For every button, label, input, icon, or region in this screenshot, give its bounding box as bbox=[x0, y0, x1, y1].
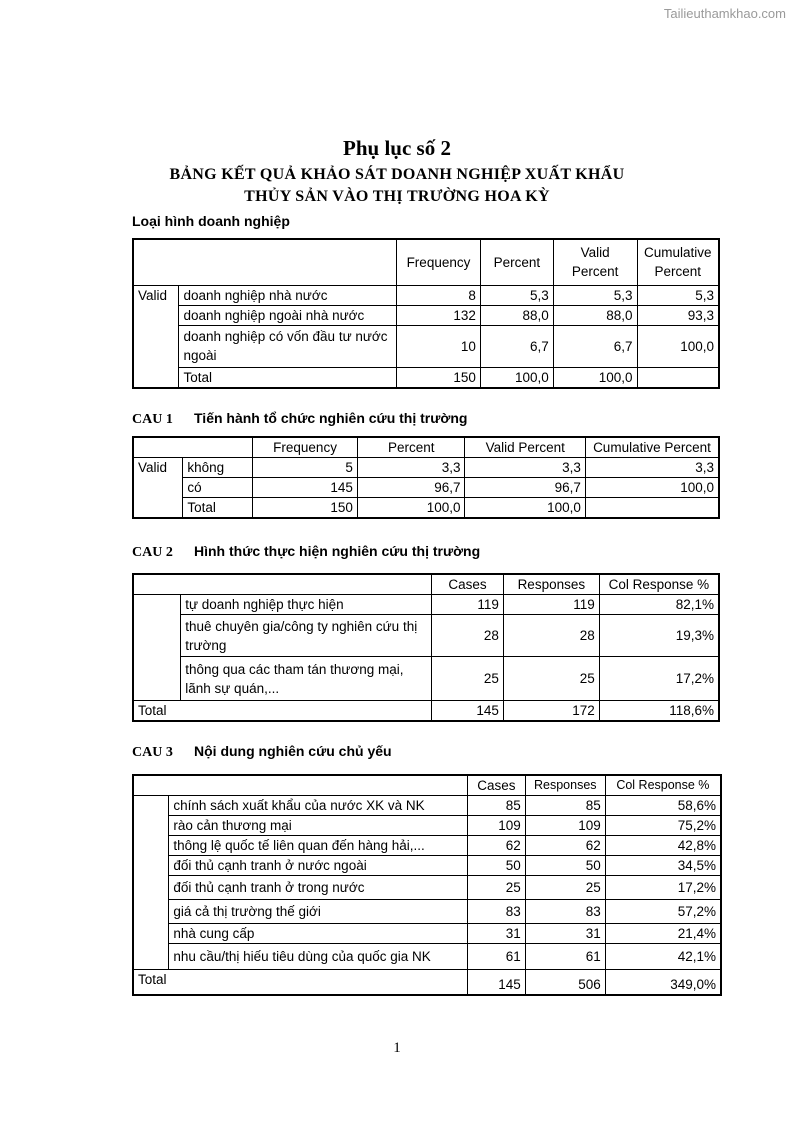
table-row bbox=[133, 325, 719, 367]
cell-cumulative-percent bbox=[637, 367, 719, 388]
cell-valid-percent: 88,0 bbox=[553, 305, 637, 325]
cell-valid-percent: 3,3 bbox=[465, 458, 585, 478]
cell-responses: 25 bbox=[503, 657, 599, 701]
cell-frequency: 150 bbox=[253, 498, 358, 519]
cell-cumulative-percent: 100,0 bbox=[585, 478, 719, 498]
table-row bbox=[133, 305, 719, 325]
table-row bbox=[133, 458, 719, 478]
cell-cases: 50 bbox=[467, 856, 525, 876]
table-row-total bbox=[133, 701, 719, 722]
row-label: doanh nghiệp nhà nước bbox=[179, 285, 397, 305]
cell-responses: 83 bbox=[525, 900, 605, 924]
cell-percent: 6,7 bbox=[480, 325, 553, 367]
cell-col-response: 42,8% bbox=[605, 836, 721, 856]
cell-valid-percent: 100,0 bbox=[553, 367, 637, 388]
cell-frequency: 5 bbox=[253, 458, 358, 478]
column-header: Percent bbox=[357, 437, 465, 458]
table-row bbox=[133, 615, 719, 657]
cell-cases: 109 bbox=[467, 816, 525, 836]
cell-percent: 100,0 bbox=[357, 498, 465, 519]
row-label: nhà cung cấp bbox=[169, 924, 468, 944]
cell-col-response: 118,6% bbox=[599, 701, 719, 722]
cell-percent: 88,0 bbox=[480, 305, 553, 325]
header-blank bbox=[133, 239, 397, 285]
table-row bbox=[133, 836, 721, 856]
cell-cases: 83 bbox=[467, 900, 525, 924]
table-row bbox=[133, 944, 721, 970]
row-label: có bbox=[183, 478, 253, 498]
table-row bbox=[133, 816, 721, 836]
cell-col-response: 17,2% bbox=[599, 657, 719, 701]
column-header: Cumulative Percent bbox=[637, 239, 719, 285]
cell-col-response: 17,2% bbox=[605, 876, 721, 900]
cell-responses: 61 bbox=[525, 944, 605, 970]
cell-valid-percent: 100,0 bbox=[465, 498, 585, 519]
question-title: Nội dung nghiên cứu chủ yếu bbox=[194, 743, 392, 759]
cell-cases: 145 bbox=[467, 970, 525, 995]
cell-cases: 25 bbox=[467, 876, 525, 900]
table-row bbox=[133, 595, 719, 615]
cell-percent: 3,3 bbox=[357, 458, 465, 478]
cau-2-table bbox=[132, 573, 720, 722]
row-label: rào cản thương mại bbox=[169, 816, 468, 836]
cell-col-response: 21,4% bbox=[605, 924, 721, 944]
row-group-label: Valid bbox=[133, 458, 183, 519]
row-label: thông lệ quốc tế liên quan đến hàng hải,... bbox=[169, 836, 468, 856]
row-label: chính sách xuất khẩu của nước XK và NK bbox=[169, 796, 468, 816]
row-label: Total bbox=[179, 367, 397, 388]
cell-col-response: 42,1% bbox=[605, 944, 721, 970]
cell-cumulative-percent bbox=[585, 498, 719, 519]
row-group-blank bbox=[133, 796, 169, 970]
row-label: giá cả thị trường thế giới bbox=[169, 900, 468, 924]
question-title: Hình thức thực hiện nghiên cứu thị trường bbox=[194, 543, 481, 559]
column-header: Valid Percent bbox=[465, 437, 585, 458]
cell-responses: 85 bbox=[525, 796, 605, 816]
cell-responses: 62 bbox=[525, 836, 605, 856]
table-row bbox=[133, 796, 721, 816]
cell-cumulative-percent: 5,3 bbox=[637, 285, 719, 305]
cell-cases: 119 bbox=[432, 595, 504, 615]
column-header: Col Response % bbox=[605, 775, 721, 796]
row-label: nhu cầu/thị hiếu tiêu dùng của quốc gia NK bbox=[169, 944, 468, 970]
business-type-table bbox=[132, 238, 720, 389]
cell-cases: 62 bbox=[467, 836, 525, 856]
table-row bbox=[133, 478, 719, 498]
column-header: Cases bbox=[432, 574, 504, 595]
row-label: thuê chuyên gia/công ty nghiên cứu thị trường bbox=[181, 615, 432, 657]
question-number: CAU 2 bbox=[132, 545, 173, 560]
table-row bbox=[133, 876, 721, 900]
cell-cumulative-percent: 100,0 bbox=[637, 325, 719, 367]
cell-cases: 85 bbox=[467, 796, 525, 816]
cell-valid-percent: 96,7 bbox=[465, 478, 585, 498]
column-header: Cases bbox=[467, 775, 525, 796]
column-header: Valid Percent bbox=[553, 239, 637, 285]
cell-cases: 61 bbox=[467, 944, 525, 970]
header-blank bbox=[133, 775, 467, 796]
cell-cases: 145 bbox=[432, 701, 504, 722]
table-row bbox=[133, 657, 719, 701]
cell-col-response: 19,3% bbox=[599, 615, 719, 657]
cau-1-table bbox=[132, 436, 720, 519]
cell-responses: 506 bbox=[525, 970, 605, 995]
cell-responses: 28 bbox=[503, 615, 599, 657]
column-header: Frequency bbox=[253, 437, 358, 458]
cell-percent: 5,3 bbox=[480, 285, 553, 305]
cell-col-response: 349,0% bbox=[605, 970, 721, 995]
column-header: Frequency bbox=[397, 239, 481, 285]
cell-col-response: 58,6% bbox=[605, 796, 721, 816]
table-row-total bbox=[133, 367, 719, 388]
section-heading-cau-1 bbox=[132, 410, 467, 428]
section-heading-cau-2 bbox=[132, 543, 480, 561]
section-heading-cau-3 bbox=[132, 743, 392, 761]
cell-responses: 172 bbox=[503, 701, 599, 722]
cau-3-table bbox=[132, 774, 722, 996]
cell-responses: 119 bbox=[503, 595, 599, 615]
row-label: đối thủ cạnh tranh ở trong nước bbox=[169, 876, 468, 900]
cell-responses: 31 bbox=[525, 924, 605, 944]
cell-frequency: 145 bbox=[253, 478, 358, 498]
page-title: Phụ lục số 2 bbox=[343, 136, 451, 160]
cell-frequency: 132 bbox=[397, 305, 481, 325]
row-label: doanh nghiệp ngoài nhà nước bbox=[179, 305, 397, 325]
column-header: Col Response % bbox=[599, 574, 719, 595]
cell-frequency: 10 bbox=[397, 325, 481, 367]
cell-percent: 100,0 bbox=[480, 367, 553, 388]
column-header: Percent bbox=[480, 239, 553, 285]
cell-cases: 25 bbox=[432, 657, 504, 701]
question-number: CAU 1 bbox=[132, 412, 173, 427]
cell-cumulative-percent: 93,3 bbox=[637, 305, 719, 325]
column-header: Responses bbox=[503, 574, 599, 595]
table-row bbox=[133, 285, 719, 305]
section-heading-business-type: Loại hình doanh nghiệp bbox=[132, 213, 290, 229]
page-number: 1 bbox=[393, 1040, 401, 1056]
table-row-total bbox=[133, 498, 719, 519]
cell-cumulative-percent: 3,3 bbox=[585, 458, 719, 478]
question-title: Tiến hành tổ chức nghiên cứu thị trường bbox=[194, 410, 468, 426]
cell-valid-percent: 5,3 bbox=[553, 285, 637, 305]
cell-percent: 96,7 bbox=[357, 478, 465, 498]
cell-frequency: 150 bbox=[397, 367, 481, 388]
cell-cases: 28 bbox=[432, 615, 504, 657]
subtitle-line-1: BẢNG KẾT QUẢ KHẢO SÁT DOANH NGHIỆP XUẤT KHẨU bbox=[169, 166, 625, 183]
subtitle-line-2: THỦY SẢN VÀO THỊ TRƯỜNG HOA KỲ bbox=[244, 188, 550, 205]
header-blank bbox=[133, 574, 432, 595]
row-label: đối thủ cạnh tranh ở nước ngoài bbox=[169, 856, 468, 876]
table-row bbox=[133, 856, 721, 876]
column-header: Cumulative Percent bbox=[585, 437, 719, 458]
row-group-label: Valid bbox=[133, 285, 179, 388]
row-label: không bbox=[183, 458, 253, 478]
cell-valid-percent: 6,7 bbox=[553, 325, 637, 367]
row-label: doanh nghiệp có vốn đầu tư nước ngoài bbox=[179, 325, 397, 367]
cell-cases: 31 bbox=[467, 924, 525, 944]
cell-responses: 25 bbox=[525, 876, 605, 900]
cell-col-response: 82,1% bbox=[599, 595, 719, 615]
row-label: Total bbox=[183, 498, 253, 519]
header-blank bbox=[133, 437, 253, 458]
cell-col-response: 75,2% bbox=[605, 816, 721, 836]
table-row-total bbox=[133, 970, 721, 995]
question-number: CAU 3 bbox=[132, 745, 173, 760]
row-group-blank bbox=[133, 595, 181, 701]
cell-frequency: 8 bbox=[397, 285, 481, 305]
cell-responses: 109 bbox=[525, 816, 605, 836]
table-row bbox=[133, 900, 721, 924]
cell-col-response: 57,2% bbox=[605, 900, 721, 924]
row-label: Total bbox=[133, 970, 467, 995]
row-label: tự doanh nghiệp thực hiện bbox=[181, 595, 432, 615]
watermark: Tailieuthamkhao.com bbox=[663, 6, 786, 21]
column-header: Responses bbox=[525, 775, 605, 796]
cell-col-response: 34,5% bbox=[605, 856, 721, 876]
cell-responses: 50 bbox=[525, 856, 605, 876]
table-row bbox=[133, 924, 721, 944]
row-label: Total bbox=[133, 701, 432, 722]
row-label: thông qua các tham tán thương mại, lãnh sự quán,... bbox=[181, 657, 432, 701]
